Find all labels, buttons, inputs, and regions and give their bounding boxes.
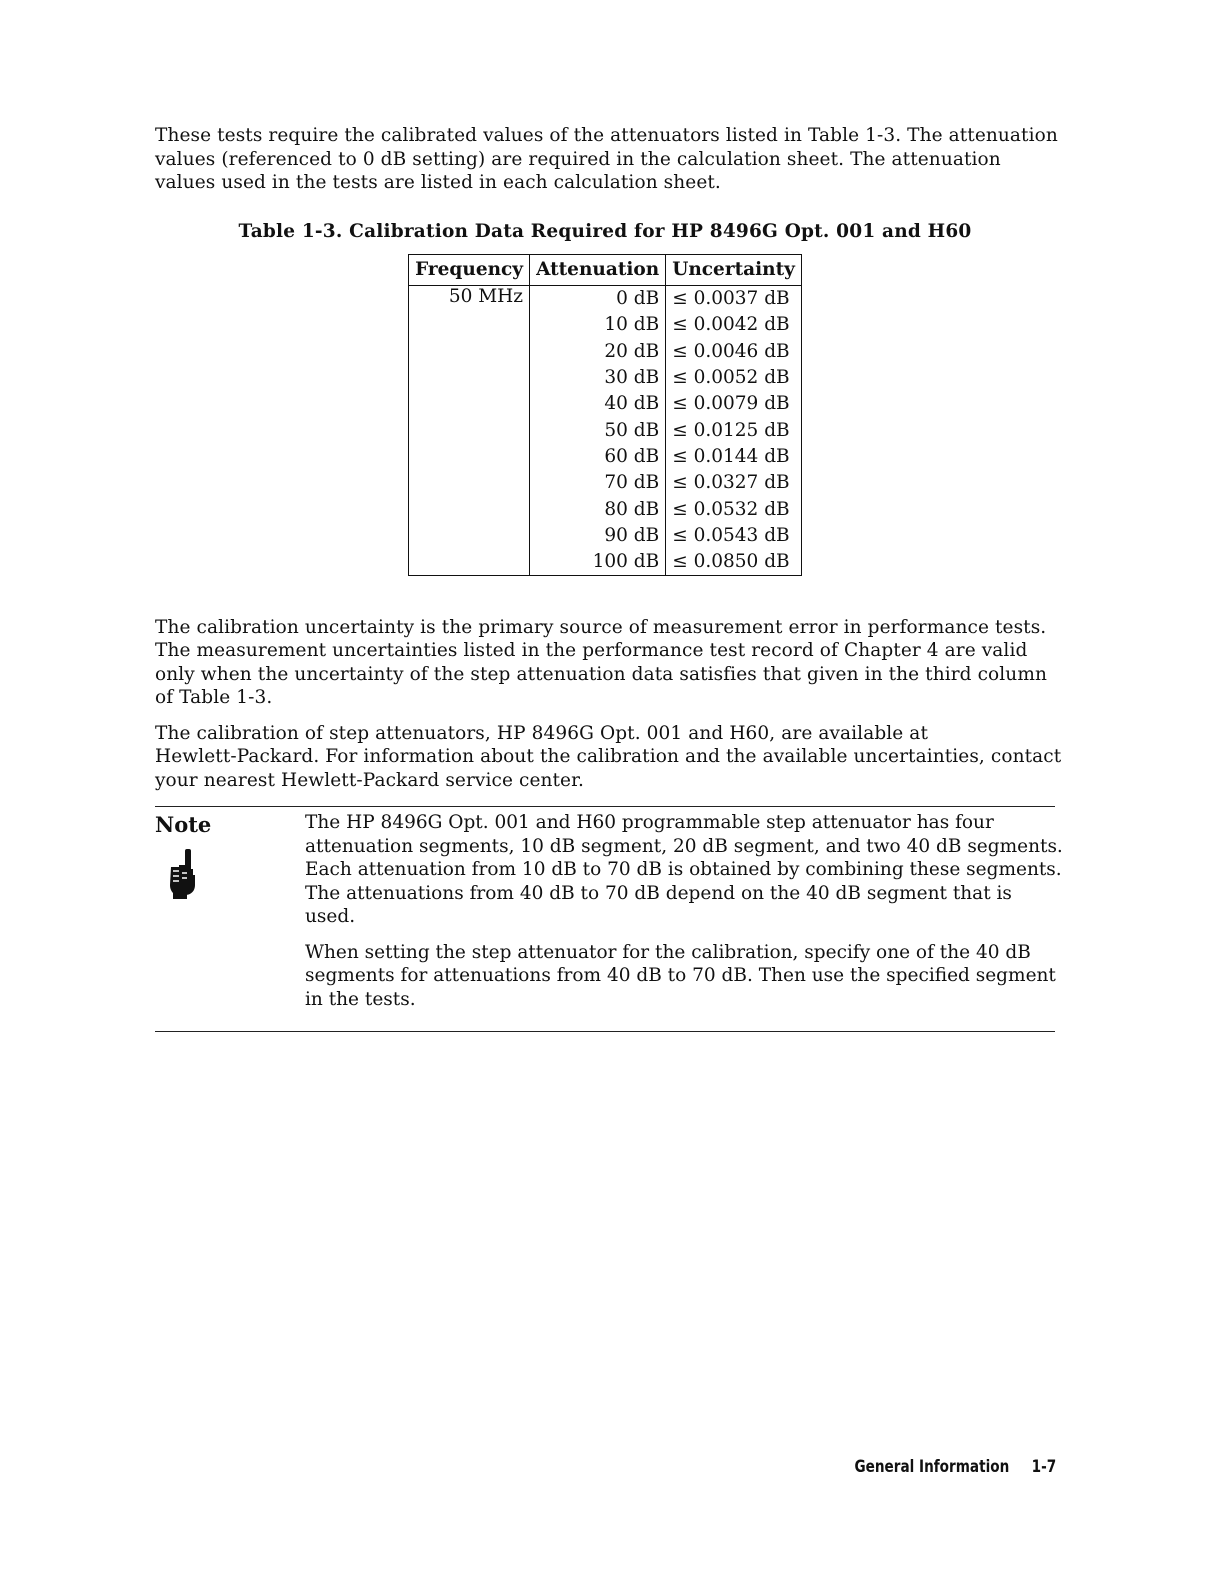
table-title: Table 1-3. Calibration Data Required for HP 8496G Opt. 001 and H60 bbox=[238, 220, 972, 242]
frequency-cell: 50 MHz bbox=[409, 285, 530, 575]
note-text bbox=[305, 811, 1063, 1011]
attenuation-cell: 100 dB bbox=[530, 548, 666, 575]
uncertainty-cell: ≤ 0.0125 dB bbox=[666, 417, 802, 443]
text-line: When setting the step attenuator for the calibration, specify one of the 40 dB bbox=[305, 941, 1031, 963]
uncertainty-cell: ≤ 0.0046 dB bbox=[666, 338, 802, 364]
text-line: The calibration of step attenuators, HP 8496G Opt. 001 and H60, are available at bbox=[155, 722, 928, 744]
note-box bbox=[155, 806, 1063, 1032]
header-frequency: Frequency bbox=[409, 254, 530, 285]
uncertainty-cell: ≤ 0.0037 dB bbox=[666, 285, 802, 312]
text-line: values used in the tests are listed in each calculation sheet. bbox=[155, 172, 721, 193]
attenuation-cell: 70 dB bbox=[530, 470, 666, 496]
text-line: your nearest Hewlett-Packard service center. bbox=[155, 769, 584, 791]
uncertainty-cell: ≤ 0.0144 dB bbox=[666, 443, 802, 469]
text-line: attenuation segments, 10 dB segment, 20 dB segment, and two 40 dB segments. bbox=[305, 835, 1063, 857]
uncertainty-paragraph bbox=[155, 616, 1055, 710]
note-label: Note bbox=[155, 812, 212, 838]
attenuation-cell: 60 dB bbox=[530, 443, 666, 469]
uncertainty-cell: ≤ 0.0543 dB bbox=[666, 522, 802, 548]
text-line: Each attenuation from 10 dB to 70 dB is obtained by combining these segments. bbox=[305, 859, 1062, 881]
attenuation-cell: 10 dB bbox=[530, 312, 666, 338]
table-header-row bbox=[409, 254, 802, 285]
text-line: These tests require the calibrated values of the attenuators listed in Table 1-3. The attenuation bbox=[155, 125, 1058, 146]
text-line: Hewlett-Packard. For information about the calibration and the available uncertainties, contact bbox=[155, 746, 1062, 768]
attenuation-cell: 0 dB bbox=[530, 285, 666, 312]
note-paragraph bbox=[305, 941, 1055, 1012]
footer-section-title: General Information bbox=[854, 1457, 1010, 1477]
attenuation-cell: 20 dB bbox=[530, 338, 666, 364]
text-line: segments for attenuations from 40 dB to 70 dB. Then use the specified segment bbox=[305, 965, 1056, 987]
attenuation-cell: 30 dB bbox=[530, 364, 666, 390]
calibration-table bbox=[408, 254, 802, 576]
text-line: The calibration uncertainty is the primary source of measurement error in performance tests. bbox=[155, 616, 1047, 638]
footer-page-number: 1-7 bbox=[1031, 1457, 1056, 1477]
text-line: The HP 8496G Opt. 001 and H60 programmable step attenuator has four bbox=[305, 812, 994, 834]
uncertainty-cell: ≤ 0.0052 dB bbox=[666, 364, 802, 390]
uncertainty-cell: ≤ 0.0042 dB bbox=[666, 312, 802, 338]
table-row bbox=[409, 285, 802, 312]
availability-paragraph bbox=[155, 722, 1062, 793]
page-content bbox=[155, 124, 1063, 1032]
text-line: in the tests. bbox=[305, 988, 416, 1010]
text-line: The measurement uncertainties listed in the performance test record of Chapter 4 are valid bbox=[155, 640, 1028, 662]
pointing-hand-icon bbox=[165, 847, 199, 899]
attenuation-cell: 80 dB bbox=[530, 496, 666, 522]
text-line: of Table 1-3. bbox=[155, 687, 273, 709]
intro-paragraph bbox=[155, 124, 1058, 195]
text-line: The attenuations from 40 dB to 70 dB depend on the 40 dB segment that is bbox=[305, 882, 1012, 904]
uncertainty-cell: ≤ 0.0850 dB bbox=[666, 548, 802, 575]
attenuation-cell: 40 dB bbox=[530, 391, 666, 417]
uncertainty-cell: ≤ 0.0079 dB bbox=[666, 391, 802, 417]
page-footer bbox=[854, 1457, 1056, 1477]
uncertainty-cell: ≤ 0.0532 dB bbox=[666, 496, 802, 522]
attenuation-cell: 50 dB bbox=[530, 417, 666, 443]
attenuation-cell: 90 dB bbox=[530, 522, 666, 548]
header-attenuation: Attenuation bbox=[530, 254, 666, 285]
text-line: only when the uncertainty of the step attenuation data satisfies that given in the third column bbox=[155, 663, 1047, 685]
text-line: values (referenced to 0 dB setting) are required in the calculation sheet. The attenuation bbox=[155, 148, 1001, 170]
spacer bbox=[155, 576, 1055, 616]
text-line: used. bbox=[305, 906, 356, 928]
uncertainty-cell: ≤ 0.0327 dB bbox=[666, 470, 802, 496]
note-paragraph bbox=[305, 811, 1063, 929]
header-uncertainty: Uncertainty bbox=[666, 254, 802, 285]
